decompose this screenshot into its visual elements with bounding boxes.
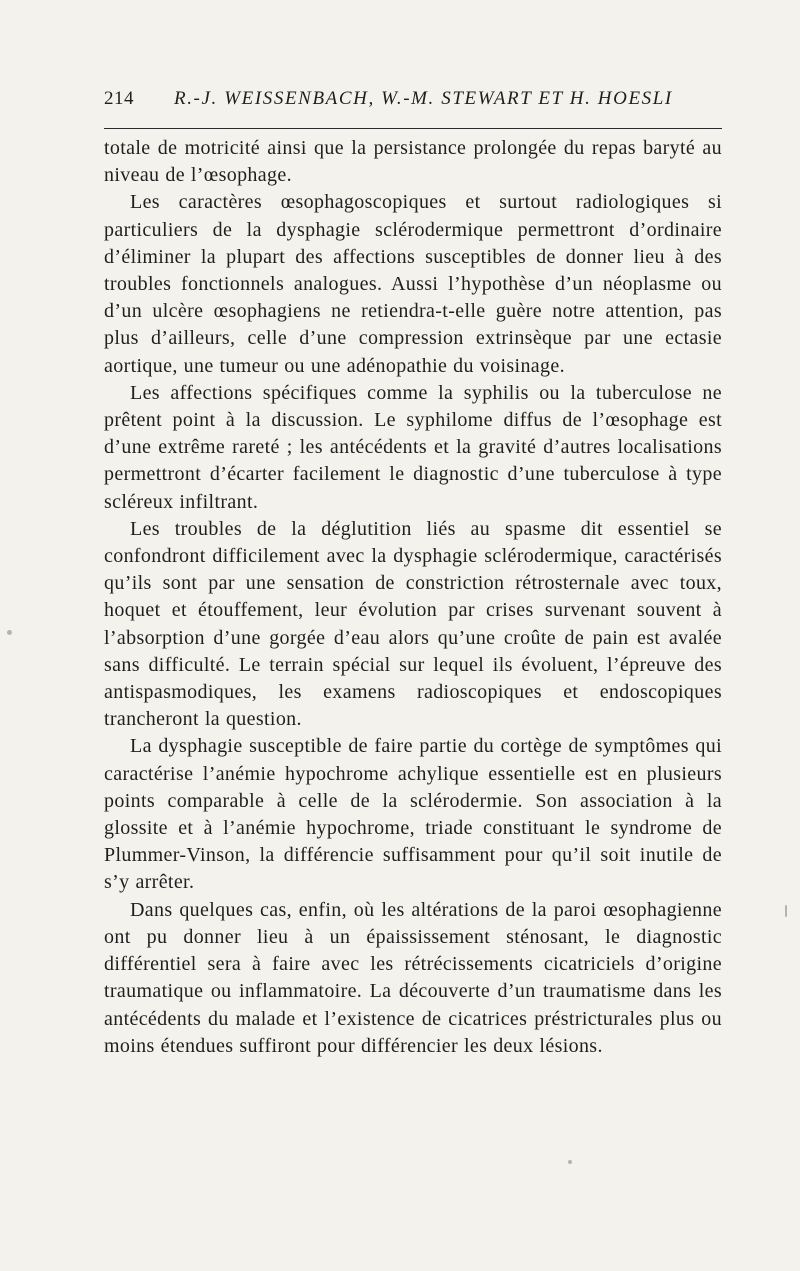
paragraph: La dysphagie susceptible de faire partie du cortège de symptômes qui caractérise l’anémie hypochrome achylique essentielle est en plusieurs points comparable à celle de la sclérodermie. Son association à la glossite et à l’anémie hypochrome, triade constituant le syndrome de Plummer-Vinson, la différencie suffisamment pour qu’il soit inutile de s’y arrêter.: [104, 735, 722, 894]
paragraph-continued: totale de motricité ainsi que la persistance prolongée du repas baryté au niveau de l’œsophage.: [104, 137, 722, 187]
header-rule: [104, 128, 722, 129]
paragraph: Les caractères œsophagoscopiques et surtout radiologiques si particuliers de la dysphagie sclérodermique permettront d’ordinaire d’éliminer la plupart des affections susceptibles de donner lieu à des troubles fonctionnels analogues. Aussi l’hypothèse d’un néoplasme ou d’un ulcère œsophagiens ne retiendra-t-elle guère notre attention, pas plus d’ailleurs, celle d’une compression extrinsèque par une ectasie aortique, une tumeur ou une adénopathie du voisinage.: [104, 191, 722, 377]
paragraph: Dans quelques cas, enfin, où les altérations de la paroi œsophagienne ont pu donner lieu à un épaississement sténosant, le diagnostic différentiel sera à faire avec les rétrécissements cicatriciels d’origine traumatique ou inflammatoire. La découverte d’un traumatisme dans les antécédents du malade et l’existence de cicatrices préstricturales plus ou moins étendues suffiront pour différencier les deux lésions.: [104, 898, 722, 1057]
page-number: 214: [104, 88, 134, 109]
body-text: [104, 135, 722, 1060]
paper-speck: [568, 1160, 572, 1164]
running-head: [104, 88, 724, 118]
paragraph: Les troubles de la déglutition liés au spasme dit essentiel se confondront difficilement avec la dysphagie sclérodermique, caractérisés qu’ils sont par une sensation de constriction rétrosternale avec toux, hoquet et étouffement, leur évolution par crises survenant souvent à l’absorption d’une gorgée d’eau alors qu’une croûte de pain est avalée sans difficulté. Le terrain spécial sur lequel ils évoluent, l’épreuve des antispasmodiques, les examens radioscopiques et endoscopiques trancheront la question.: [104, 517, 722, 731]
paragraph: Les affections spécifiques comme la syphilis ou la tuberculose ne prêtent point à la discussion. Le syphilome diffus de l’œsophage est d’une extrême rareté ; les antécédents et la gravité d’autres localisations permettront d’écarter facilement le diagnostic d’une tuberculose à type scléreux infiltrant.: [104, 381, 722, 513]
running-title: R.-J. WEISSENBACH, W.-M. STEWART ET H. HOESLI: [174, 88, 673, 109]
paper-speck: [785, 905, 787, 917]
paper-speck: [7, 630, 12, 635]
